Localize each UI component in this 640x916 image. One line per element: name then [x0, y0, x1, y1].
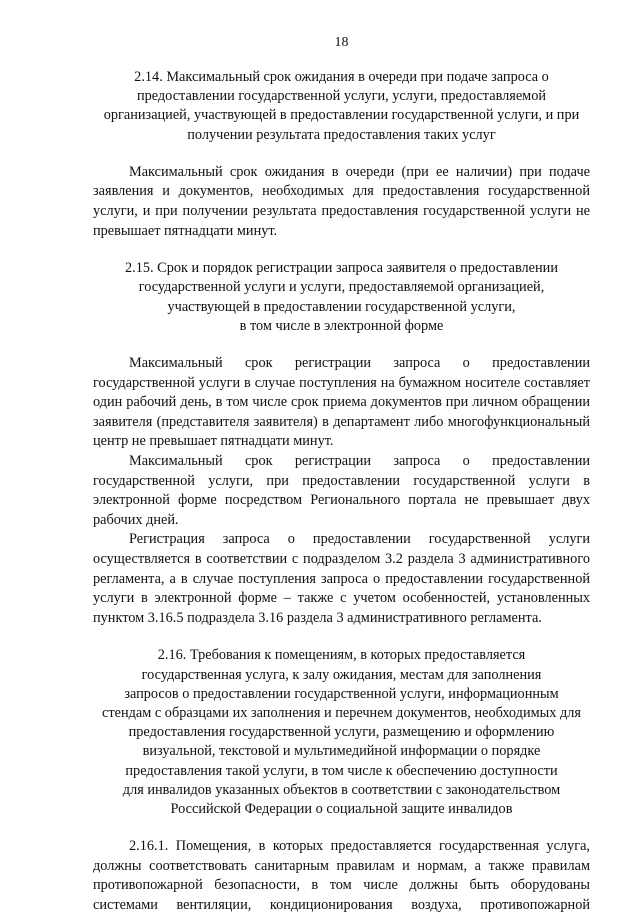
paragraph: Максимальный срок регистрации запроса о предоставлении государственной услуги в случае поступления на бумажном носителе составляет один рабочий день, в том числе срок приема документов при личном обращении заявителя (представителя заявителя) в департамент либо многофункциональный центр не превышает пятнадцати минут. [93, 355, 590, 450]
section-2-14-heading [93, 68, 590, 145]
heading-line: для инвалидов указанных объектов в соответствии с законодательством [122, 781, 561, 798]
heading-line: организацией, участвующей в предоставлении государственной услуги, и при [103, 107, 580, 124]
heading-line: государственной услуги и услуги, предоставляемой организацией, [138, 279, 545, 296]
paragraph: Максимальный срок регистрации запроса о предоставлении государственной услуги, при предоставлении государственной услуги в электронной форме посредством Регионального портала не превышает двух рабочих дней. [93, 452, 590, 528]
heading-line: предоставлении государственной услуги, услуги, предоставляемой [136, 88, 547, 105]
heading-line: визуальной, текстовой и мультимедийной информации о порядке [142, 743, 541, 760]
heading-line: 2.14. Максимальный срок ожидания в очереди при подаче запроса о [134, 69, 549, 85]
heading-line: предоставления государственной услуги, размещению и оформлению [128, 724, 555, 741]
heading-line: предоставления такой услуги, в том числе к обеспечению доступности [125, 762, 558, 779]
heading-line: получении результата предоставления таких услуг [187, 126, 496, 143]
heading-line: 2.15. Срок и порядок регистрации запроса заявителя о предоставлении [125, 260, 558, 277]
heading-line: 2.16. Требования к помещениям, в которых предоставляется [157, 647, 526, 664]
heading-line: государственная услуга, к залу ожидания, местам для заполнения [141, 666, 542, 683]
paragraph: Максимальный срок ожидания в очереди (при ее наличии) при подаче заявления и документов, необходимых для предоставления государственной услуги, и при получении результата предоставления государственной услуги не превышает пятнадцати минут. [93, 163, 590, 239]
heading-line: запросов о предоставлении государственной услуги, информационным [124, 685, 559, 702]
heading-line: в том числе в электронной форме [239, 317, 444, 334]
page-number: 18 [334, 35, 349, 50]
paragraph: 2.16.1. Помещения, в которых предоставляется государственная услуга, должны соответствовать санитарным правилам и нормам, а также правилам противопожарной безопасности, в том числе должны быть оборудованы системами вентиляции, кондиционирования воздуха, противопожарной [93, 838, 590, 913]
section-2-16-heading [93, 646, 590, 819]
heading-line: стендам с образцами их заполнения и перечнем документов, необходимых для [102, 704, 581, 721]
paragraph: Регистрация запроса о предоставлении государственной услуги осуществляется в соответствии с подразделом 3.2 раздела 3 административного регламента, а в случае поступления запроса о предоставлении государственной услуги в электронной форме – также с учетом особенностей, установленных пунктом 3.16.5 подраздела 3.16 раздела 3 административного регламента. [93, 531, 590, 626]
section-2-15-heading [93, 259, 590, 336]
heading-line: Российской Федерации о социальной защите инвалидов [170, 800, 513, 817]
heading-line: участвующей в предоставлении государственной услуги, [167, 298, 516, 315]
